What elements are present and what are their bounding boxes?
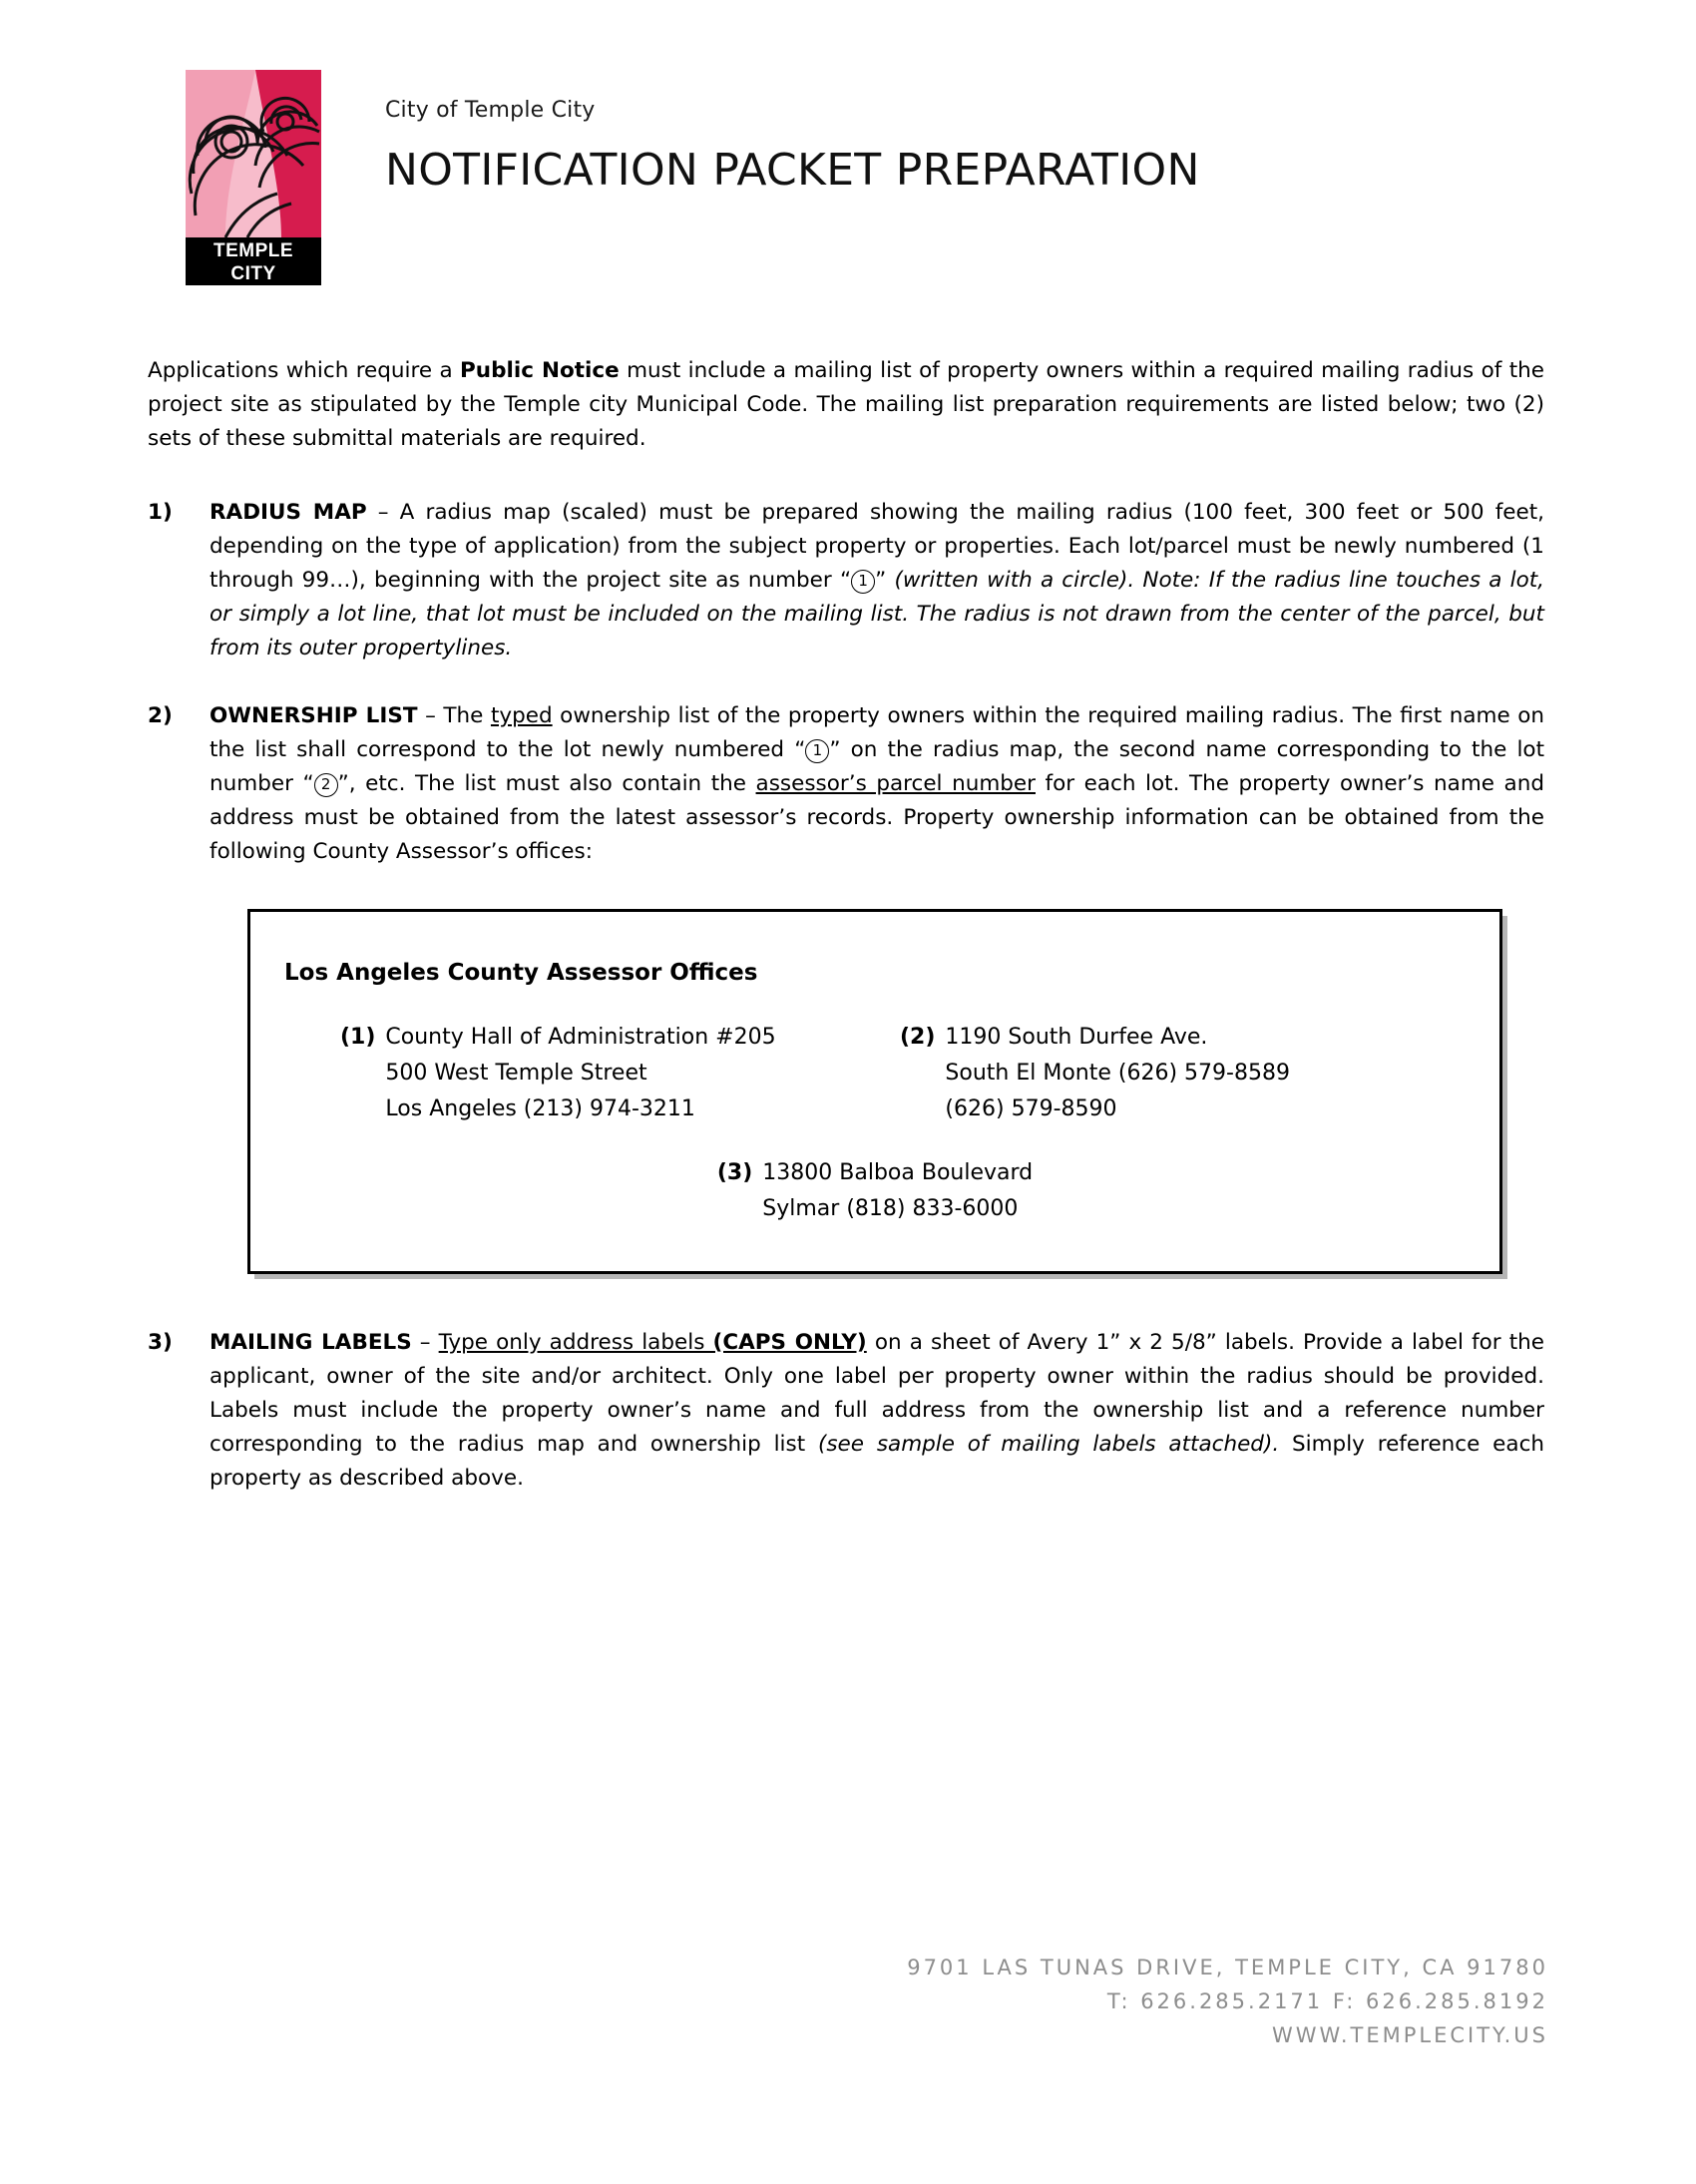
item-italic: (written with a circle). Note: If the radius line touches a lot, or simply a lot line, that lot must be included on the mailing list. The radius is not drawn from the center of the parcel, but from its outer propertylines. xyxy=(210,568,1544,660)
item-underline-type-only: Type only address labels xyxy=(438,1330,713,1355)
office-number: (1) xyxy=(340,1025,376,1050)
item-title: RADIUS MAP xyxy=(210,500,367,525)
item-body xyxy=(210,496,1544,665)
city-name: City of Temple City xyxy=(385,98,596,123)
intro-bold: Public Notice xyxy=(460,358,620,383)
circled-number-icon: 1 xyxy=(805,739,829,763)
assessor-office-2 xyxy=(900,1020,1460,1127)
temple-city-logo xyxy=(186,70,321,285)
item-seg-3: Simply reference each property as described above. xyxy=(210,1432,1545,1491)
item-number: 3) xyxy=(148,1330,173,1355)
requirements-list xyxy=(148,496,1544,1496)
header-text-block xyxy=(385,70,1200,197)
item-underline-typed: typed xyxy=(490,703,553,728)
item-text-b: ” xyxy=(875,568,895,593)
list-item xyxy=(148,1326,1544,1496)
logo-line-2: CITY xyxy=(230,263,276,284)
item-underline-parcel: assessor’s parcel number xyxy=(755,771,1036,796)
page-title: NOTIFICATION PACKET PREPARATION xyxy=(385,145,1200,196)
circled-number-icon: 2 xyxy=(314,773,338,797)
item-seg-5: for each lot. The property owner’s name and address must be obtained from the latest assessor’s records. Property ownership information can be obtained from the following County Assessor’s offices: xyxy=(210,771,1544,864)
footer-phone: T: 626.285.2171 F: 626.285.8192 xyxy=(1106,1989,1548,2013)
document-footer xyxy=(0,1951,1696,2052)
item-text-a: – A radius map (scaled) must be prepared showing the mailing radius (100 feet, 300 feet or 500 feet, depending on the type of application) from the subject property or properties. Each lot/parcel must be newly numbered (1 through 99…), beginning with the project site as number “ xyxy=(210,500,1544,593)
item-seg-4: ”, etc. The list must also contain the xyxy=(337,771,756,796)
item-body xyxy=(210,1326,1544,1496)
assessor-box-title: Los Angeles County Assessor Offices xyxy=(284,960,758,986)
office-line-1: County Hall of Administration #205 xyxy=(385,1025,776,1050)
document-header xyxy=(186,70,1200,285)
rose-logo-icon xyxy=(186,70,321,237)
intro-part-2: must include a mailing list of property owners within a required mailing radius of the project site as stipulated by the Temple city Municipal Code. The mailing list preparation requirements are listed below; two (2) sets of these submittal materials are required. xyxy=(148,358,1544,451)
item-body xyxy=(210,699,1544,869)
logo-line-1: TEMPLE xyxy=(212,240,294,261)
footer-website: WWW.TEMPLECITY.US xyxy=(1271,2023,1548,2047)
office-line-3: (626) 579-8590 xyxy=(945,1096,1117,1121)
office-line-2: South El Monte (626) 579-8589 xyxy=(945,1061,1290,1086)
office-line-2: 500 West Temple Street xyxy=(385,1061,647,1086)
office-number: (3) xyxy=(716,1160,753,1185)
item-underline-caps-only: (CAPS ONLY) xyxy=(712,1330,867,1355)
item-seg-3: ” on the radius map, the second name corresponding to the lot number “ xyxy=(210,737,1545,796)
item-seg-1: – xyxy=(411,1330,439,1355)
assessor-office-1 xyxy=(340,1020,900,1127)
office-address xyxy=(762,1155,1033,1227)
office-address xyxy=(385,1020,775,1127)
footer-address: 9701 LAS TUNAS DRIVE, TEMPLE CITY, CA 91780 xyxy=(907,1956,1548,1979)
office-line-1: 13800 Balboa Boulevard xyxy=(762,1160,1034,1185)
item-number: 1) xyxy=(148,500,173,525)
document-body xyxy=(148,354,1544,1529)
list-item xyxy=(148,496,1544,665)
circled-number-icon: 1 xyxy=(851,570,875,594)
assessor-office-columns xyxy=(250,1020,1499,1127)
item-seg-1: – The xyxy=(417,703,491,728)
item-number: 2) xyxy=(148,703,173,728)
assessor-offices-box xyxy=(247,909,1502,1274)
intro-part-1: Applications which require a xyxy=(148,358,461,383)
item-title: MAILING LABELS xyxy=(210,1330,412,1355)
office-number: (2) xyxy=(900,1025,936,1050)
item-italic: (see sample of mailing labels attached). xyxy=(817,1432,1280,1457)
item-seg-2: ownership list of the property owners within the required mailing radius. The first name on the list shall correspond to the lot newly numbered “ xyxy=(210,703,1544,762)
office-line-3: Los Angeles (213) 974-3211 xyxy=(385,1096,695,1121)
assessor-office-3 xyxy=(250,1155,1499,1227)
item-seg-2: on a sheet of Avery 1” x 2 5/8” labels. Provide a label for the applicant, owner of the site and/or architect. Only one label per property owner within the radius should be provided. Labels must include the property owner’s name and full address from the ownership list and a reference number corresponding to the radius map and ownership list xyxy=(210,1330,1545,1457)
logo-wordmark xyxy=(186,237,321,285)
item-title: OWNERSHIP LIST xyxy=(210,703,418,728)
office-address xyxy=(945,1020,1290,1127)
office-line-1: 1190 South Durfee Ave. xyxy=(945,1025,1208,1050)
office-line-2: Sylmar (818) 833-6000 xyxy=(762,1196,1019,1221)
intro-paragraph xyxy=(148,354,1544,456)
list-item xyxy=(148,699,1544,869)
